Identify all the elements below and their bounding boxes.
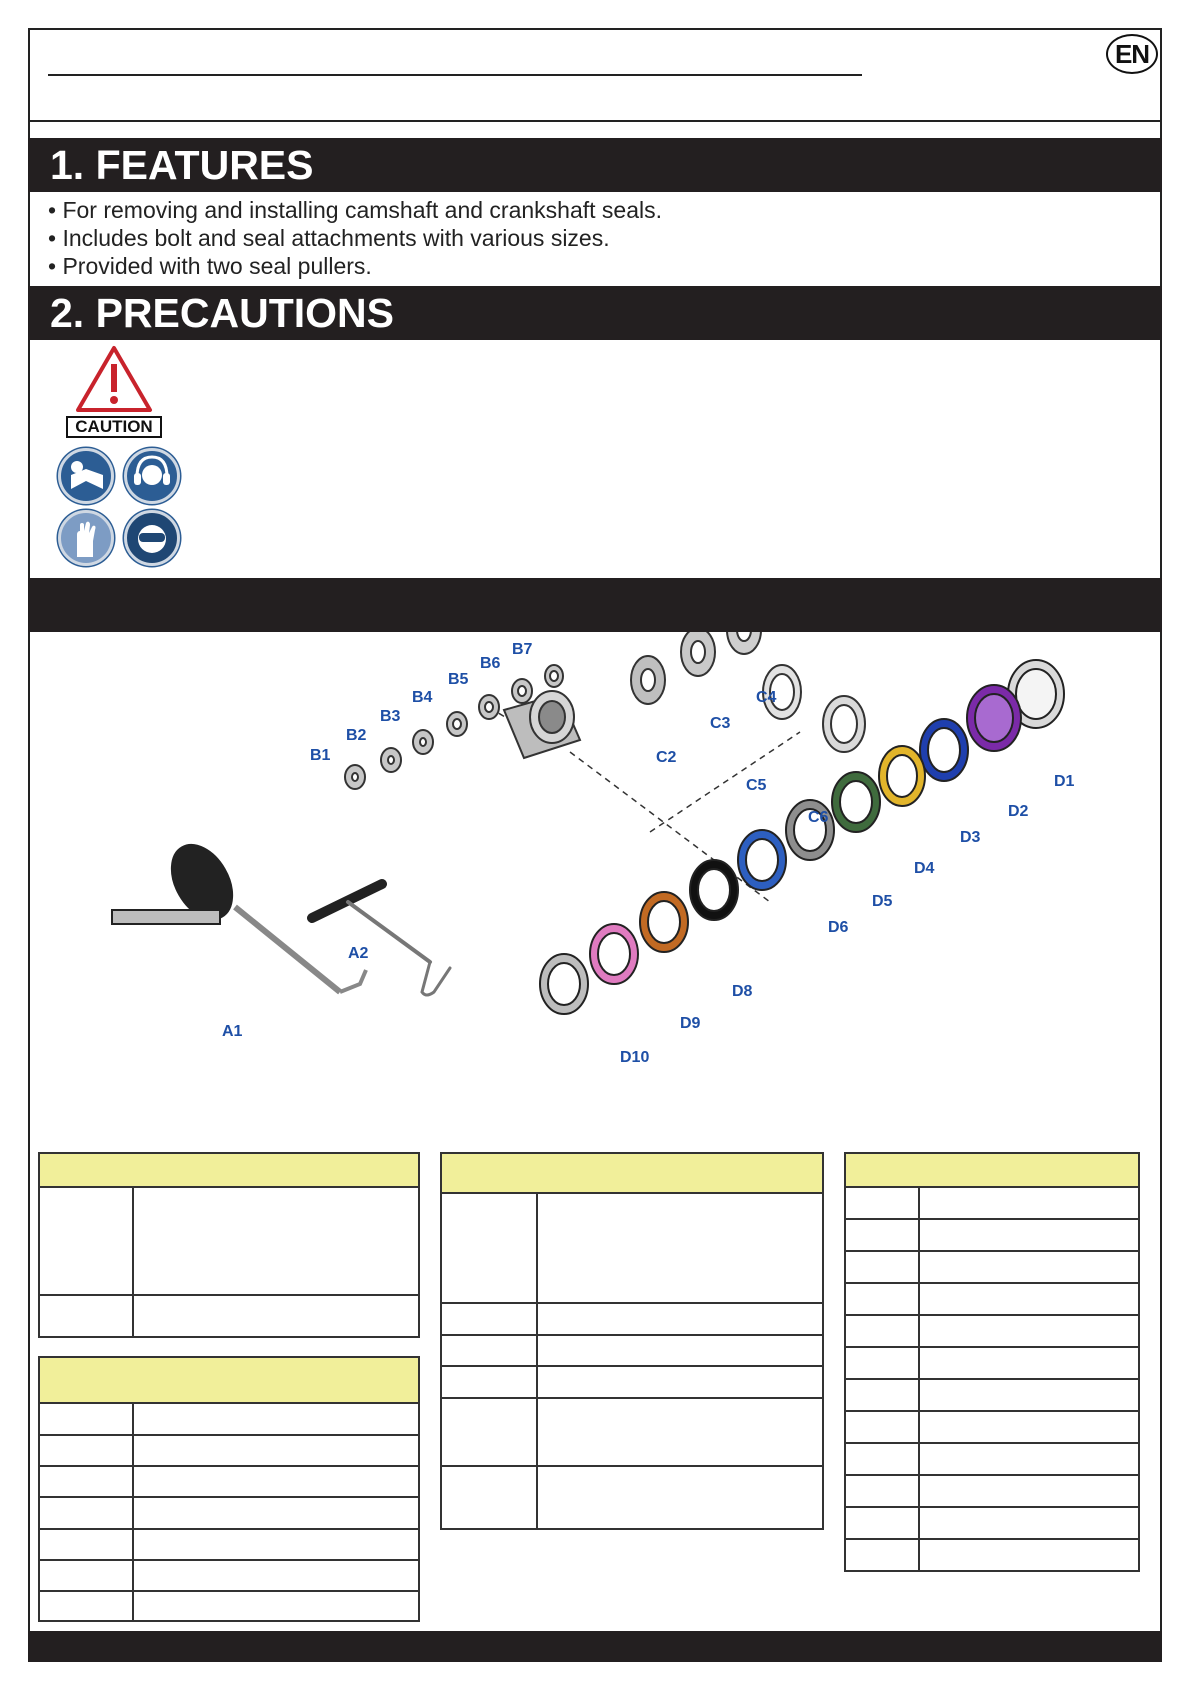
table-row	[846, 1412, 1138, 1444]
ring-d11	[540, 954, 588, 1014]
table-row	[442, 1304, 822, 1336]
table-row	[442, 1367, 822, 1399]
gloves-icon	[58, 510, 114, 566]
label-b2: B2	[346, 727, 367, 744]
washer-b7	[545, 665, 563, 687]
table-row	[846, 1476, 1138, 1508]
table-divider	[918, 1188, 920, 1570]
seal-c4	[727, 632, 761, 654]
washer-b6	[512, 679, 532, 703]
ring-d10	[590, 924, 638, 984]
ring-d8	[690, 860, 738, 920]
ring-d5	[832, 772, 880, 832]
ring-d9	[640, 892, 688, 952]
label-c3: C3	[710, 715, 731, 732]
features-list	[48, 196, 662, 280]
ear-protection-icon	[124, 448, 180, 504]
table-row	[846, 1348, 1138, 1380]
table-row	[40, 1188, 418, 1296]
precautions-section-bar	[28, 286, 1162, 340]
footer-bar	[28, 1631, 1162, 1662]
t-handle-puller-a2	[312, 884, 450, 995]
table-row	[442, 1399, 822, 1467]
ring-d3	[920, 719, 968, 781]
table-row	[846, 1220, 1138, 1252]
label-d6: D6	[828, 919, 849, 936]
label-d5: D5	[872, 893, 893, 910]
features-title: 1. FEATURES	[50, 141, 314, 188]
washer-b2	[381, 748, 401, 772]
label-b6: B6	[480, 655, 501, 672]
table-row	[846, 1284, 1138, 1316]
warning-triangle-icon	[74, 344, 154, 414]
table-row	[40, 1530, 418, 1561]
ring-d4	[879, 746, 925, 806]
label-b1: B1	[310, 747, 331, 764]
precautions-title: 2. PRECAUTIONS	[50, 289, 394, 336]
c-series-seals	[631, 632, 865, 752]
spec-table-2	[38, 1356, 420, 1622]
table-row	[846, 1252, 1138, 1284]
table-row	[442, 1336, 822, 1367]
d-series-rings	[540, 660, 1064, 1014]
table-row	[846, 1316, 1138, 1348]
washer-b4	[447, 712, 467, 736]
spec-table-4	[844, 1152, 1140, 1572]
language-badge: EN	[1106, 34, 1158, 74]
label-c4: C4	[756, 689, 777, 706]
table-header	[40, 1358, 418, 1404]
table-header	[846, 1154, 1138, 1188]
ring-d2	[967, 685, 1021, 751]
seal-c2	[631, 656, 665, 704]
seal-c6	[823, 696, 865, 752]
table-divider	[132, 1188, 134, 1336]
read-manual-icon	[58, 448, 114, 504]
header-rule	[48, 74, 862, 76]
label-d2: D2	[1008, 803, 1029, 820]
label-b3: B3	[380, 708, 401, 725]
label-c2: C2	[656, 749, 677, 766]
label-b4: B4	[412, 689, 433, 706]
label-b5: B5	[448, 671, 469, 688]
table-row	[40, 1436, 418, 1467]
table-divider	[132, 1404, 134, 1620]
header-bottom-rule	[28, 120, 1162, 122]
label-c5: C5	[746, 777, 767, 794]
table-header	[442, 1154, 822, 1194]
seal-c3	[681, 632, 715, 676]
feature-item: • Includes bolt and seal attachments with various sizes.	[48, 225, 610, 251]
washer-b5	[479, 695, 499, 719]
features-section-bar	[28, 138, 1162, 192]
label-a2: A2	[348, 945, 369, 962]
washer-b1	[345, 765, 365, 789]
ring-d7	[738, 830, 786, 890]
eye-protection-icon	[124, 510, 180, 566]
section-3-bar	[28, 578, 1162, 632]
label-d1: D1	[1054, 773, 1075, 790]
washer-b3	[413, 730, 433, 754]
table-row	[40, 1467, 418, 1498]
parts-diagram	[30, 632, 1160, 1132]
label-d10: D10	[620, 1049, 650, 1066]
label-d8: D8	[732, 983, 753, 1000]
table-row	[40, 1561, 418, 1592]
label-a1: A1	[222, 1023, 243, 1040]
table-divider	[536, 1194, 538, 1528]
label-c6: C6	[808, 809, 829, 826]
table-row	[846, 1188, 1138, 1220]
table-header	[40, 1154, 418, 1188]
label-b7: B7	[512, 641, 533, 658]
spec-table-3	[440, 1152, 824, 1530]
label-d9: D9	[680, 1015, 701, 1032]
label-d3: D3	[960, 829, 981, 846]
table-row	[40, 1498, 418, 1530]
caution-label: CAUTION	[66, 416, 162, 438]
table-row	[40, 1404, 418, 1436]
spec-table-1	[38, 1152, 420, 1338]
feature-item: • Provided with two seal pullers.	[48, 253, 372, 279]
table-row	[846, 1380, 1138, 1412]
label-d4: D4	[914, 860, 935, 877]
table-row	[442, 1194, 822, 1304]
table-row	[846, 1508, 1138, 1540]
feature-item: • For removing and installing camshaft and crankshaft seals.	[48, 197, 663, 223]
table-row	[846, 1444, 1138, 1476]
